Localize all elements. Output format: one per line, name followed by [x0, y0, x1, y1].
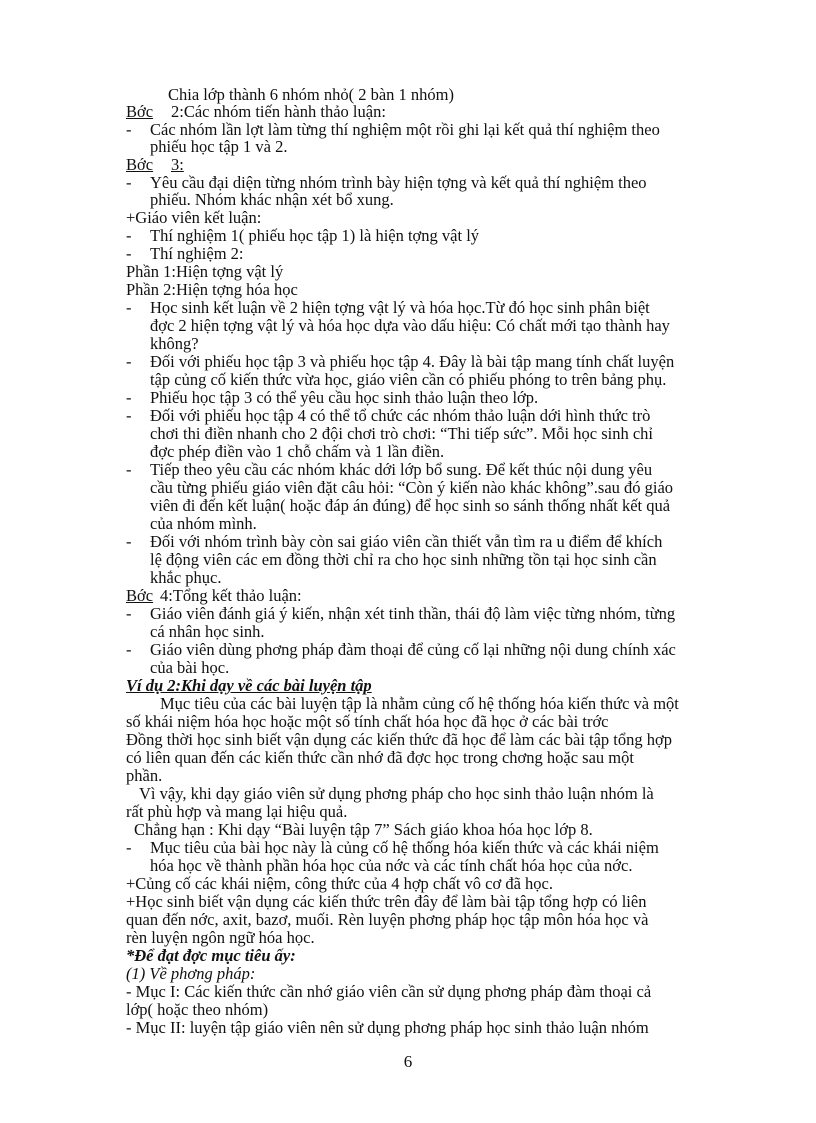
text-line: Đồng thời học sinh biết vận dụng các kiến thức đã học để làm các bài tập tổng hợp: [126, 730, 672, 749]
text-line: 3:: [171, 155, 184, 174]
list-bullet: -: [126, 604, 132, 623]
list-bullet: -: [126, 173, 132, 192]
list-bullet: -: [126, 120, 132, 139]
text-line: 4:Tổng kết thảo luận:: [160, 586, 302, 605]
list-item: Giáo viên dùng phơng pháp đàm thoại để củng cố lại những nội dung chính xác: [150, 640, 676, 659]
text-line: Phần 1:Hiện tợng vật lý: [126, 262, 284, 281]
list-item: Đối với phiếu học tập 3 và phiếu học tập 4. Đây là bài tập mang tính chất luyện: [150, 352, 675, 371]
section-heading: *Để đạt đợc mục tiêu ấy:: [126, 946, 296, 965]
step-label: Bớc: [126, 102, 154, 121]
list-item: Giáo viên đánh giá ý kiến, nhận xét tinh thần, thái độ làm việc từng nhóm, từng: [150, 604, 676, 623]
list-bullet: -: [126, 460, 132, 479]
text-line: Chia lớp thành 6 nhóm nhỏ( 2 bàn 1 nhóm): [168, 85, 454, 104]
list-item: Tiếp theo yêu cầu các nhóm khác dới lớp bổ sung. Để kết thúc nội dung yêu: [150, 460, 653, 479]
subsection-heading: (1) Về phơng pháp:: [126, 964, 256, 983]
text-line: - Mục II: luyện tập giáo viên nên sử dụng phơng pháp học sinh thảo luận nhóm: [126, 1018, 649, 1037]
text-line: của bài học.: [150, 658, 230, 677]
text-line: có liên quan đến các kiến thức cần nhớ đã đợc học trong chơng hoặc sau một: [126, 748, 634, 767]
list-bullet: -: [126, 244, 132, 263]
step-label: Bớc: [126, 155, 154, 174]
step-label: Bớc: [126, 586, 154, 605]
text-line: phiếu. Nhóm khác nhận xét bổ xung.: [150, 190, 394, 209]
text-line: phiếu học tập 1 và 2.: [150, 137, 288, 156]
list-bullet: -: [126, 640, 132, 659]
list-item: Các nhóm lần lợt làm từng thí nghiệm một rồi ghi lại kết quả thí nghiệm theo: [150, 120, 660, 139]
text-line: Vì vậy, khi dạy giáo viên sử dụng phơng pháp cho học sinh thảo luận nhóm là: [139, 784, 654, 803]
text-line: của nhóm mình.: [150, 514, 257, 533]
list-item: Đối với phiếu học tập 4 có thể tổ chức các nhóm thảo luận dới hình thức trò: [150, 406, 651, 425]
text-line: rất phù hợp và mang lại hiệu quả.: [126, 802, 348, 821]
text-line: cá nhân học sinh.: [150, 622, 265, 641]
list-item: Đối với nhóm trình bày còn sai giáo viên cần thiết vẫn tìm ra u điểm để khích: [150, 532, 663, 551]
text-line: số khái niệm hóa học hoặc một số tính chất hóa học đã học ở các bài trớc: [126, 712, 609, 731]
list-bullet: -: [126, 298, 132, 317]
text-line: đợc phép điền vào 1 chỗ chấm và 1 lần điền.: [150, 442, 445, 461]
text-line: đợc 2 hiện tợng vật lý và hóa học dựa vào dấu hiệu: Có chất mới tạo thành hay: [150, 316, 670, 335]
text-line: +Giáo viên kết luận:: [126, 208, 262, 227]
text-line: lệ động viên các em đồng thời chỉ ra cho học sinh những tồn tại học sinh cần: [150, 550, 657, 569]
list-bullet: -: [126, 406, 132, 425]
text-line: hóa học về thành phần hóa học của nớc và các tính chất hóa học của nớc.: [150, 856, 633, 875]
list-item: Thí nghiệm 2:: [150, 244, 244, 263]
text-line: rèn luyện ngôn ngữ hóa học.: [126, 928, 315, 947]
text-line: +Củng cố các khái niệm, công thức của 4 hợp chất vô cơ đã học.: [126, 874, 553, 893]
list-bullet: -: [126, 838, 132, 857]
text-line: - Mục I: Các kiến thức cần nhớ giáo viên cần sử dụng phơng pháp đàm thoại cả: [126, 982, 652, 1001]
text-line: Chẳng hạn : Khi dạy “Bài luyện tập 7” Sách giáo khoa hóa học lớp 8.: [134, 820, 593, 839]
text-line: viên đi đến kết luận( hoặc đáp án đúng) để học sinh so sánh thống nhất kết quả: [150, 496, 671, 515]
text-line: quan đến nớc, axit, bazơ, muối. Rèn luyện phơng pháp học tập môn hóa học và: [126, 910, 649, 929]
text-line: phần.: [126, 766, 163, 785]
text-line: không?: [150, 334, 199, 353]
list-item: Phiếu học tập 3 có thể yêu cầu học sinh thảo luận theo lớp.: [150, 388, 539, 407]
list-item: Thí nghiệm 1( phiếu học tập 1) là hiện tợng vật lý: [150, 226, 480, 245]
section-heading: Ví dụ 2:Khi dạy về các bài luyện tập: [126, 676, 372, 695]
list-bullet: -: [126, 226, 132, 245]
list-item: Học sinh kết luận về 2 hiện tợng vật lý và hóa học.Từ đó học sinh phân biệt: [150, 298, 650, 317]
text-line: Mục tiêu của các bài luyện tập là nhằm củng cố hệ thống hóa kiến thức và một: [160, 694, 679, 713]
list-item: Yêu cầu đại diện từng nhóm trình bày hiện tợng và kết quả thí nghiệm theo: [150, 173, 647, 192]
list-bullet: -: [126, 388, 132, 407]
text-line: tập củng cố kiến thức vừa học, giáo viên cần có phiếu phóng to trên bảng phụ.: [150, 370, 667, 389]
text-line: khắc phục.: [150, 568, 222, 587]
text-line: cầu từng phiếu giáo viên đặt câu hỏi: “Còn ý kiến nào khác không”.sau đó giáo: [150, 478, 674, 497]
text-line: lớp( hoặc theo nhóm): [126, 1000, 269, 1019]
list-bullet: -: [126, 532, 132, 551]
list-bullet: -: [126, 352, 132, 371]
text-line: +Học sinh biết vận dụng các kiến thức trên đây để làm bài tập tổng hợp có liên: [126, 892, 647, 911]
text-line: Phần 2:Hiện tợng hóa học: [126, 280, 298, 299]
text-line: chơi thi điền nhanh cho 2 đội chơi trò chơi: “Thi tiếp sức”. Mỗi học sinh chỉ: [150, 424, 653, 443]
text-line: 2:Các nhóm tiến hành thảo luận:: [171, 102, 386, 121]
page-number: 6: [403, 1052, 413, 1071]
list-item: Mục tiêu của bài học này là củng cố hệ thống hóa kiến thức và các khái niệm: [150, 838, 659, 857]
